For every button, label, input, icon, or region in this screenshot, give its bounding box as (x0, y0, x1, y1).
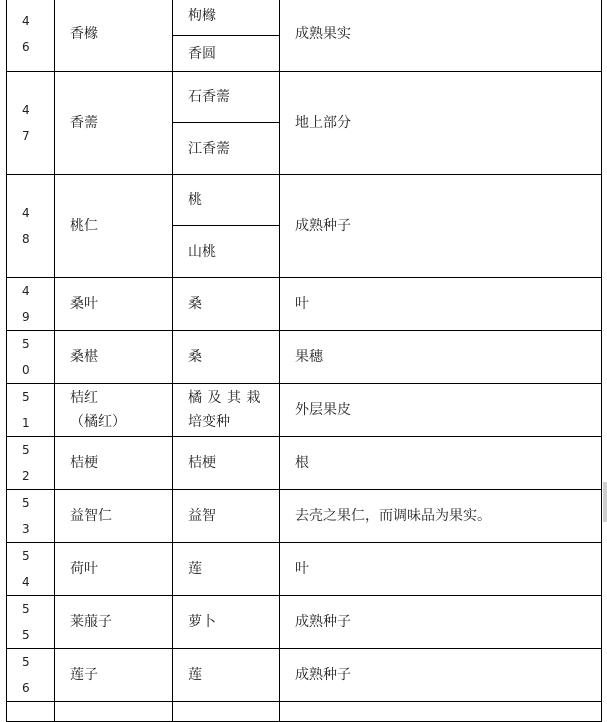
source-plant: 桔梗 (173, 437, 280, 490)
herb-name: 香薷 (55, 72, 173, 175)
row-number: 5 1 (7, 384, 55, 437)
herb-name: 益智仁 (55, 490, 173, 543)
table-row (7, 649, 602, 702)
herb-name (55, 384, 173, 437)
row-number: 4 8 (7, 175, 55, 278)
table-row (7, 331, 602, 384)
row-number: 4 6 (7, 0, 55, 72)
herb-name-alias: （橘红） (70, 414, 126, 430)
table-row (7, 175, 602, 226)
table-row (7, 596, 602, 649)
source-plant (173, 702, 280, 722)
scroll-edge-marker (603, 482, 607, 522)
row-number: 5 6 (7, 649, 55, 702)
source-plant: 枸橼 (173, 0, 280, 36)
herb-name: 莲子 (55, 649, 173, 702)
source-plant: 香圆 (173, 36, 280, 72)
medicinal-part: 叶 (280, 278, 602, 331)
table-row (7, 0, 602, 36)
row-number: 4 7 (7, 72, 55, 175)
table-row (7, 278, 602, 331)
table-row (7, 490, 602, 543)
table-row (7, 72, 602, 123)
row-number: 5 4 (7, 543, 55, 596)
medicinal-part (280, 702, 602, 722)
herb-name: 莱菔子 (55, 596, 173, 649)
row-number (7, 702, 55, 722)
source-plant: 莲 (173, 543, 280, 596)
herb-table (6, 0, 602, 722)
medicinal-part: 叶 (280, 543, 602, 596)
source-plant: 莲 (173, 649, 280, 702)
row-number: 5 3 (7, 490, 55, 543)
source-plant-line: 橘及其栽 (188, 390, 266, 406)
source-plant (173, 384, 280, 437)
medicinal-part: 成熟果实 (280, 0, 602, 72)
herb-name: 香橼 (55, 0, 173, 72)
table-row (7, 437, 602, 490)
medicinal-part: 成熟种子 (280, 649, 602, 702)
row-number: 4 9 (7, 278, 55, 331)
source-plant: 桑 (173, 331, 280, 384)
source-plant-line: 培变种 (188, 414, 230, 430)
source-plant: 桃 (173, 175, 280, 226)
medicinal-part: 去壳之果仁，而调味品为果实。 (280, 490, 602, 543)
herb-name: 桔梗 (55, 437, 173, 490)
source-plant: 石香薷 (173, 72, 280, 123)
herb-name (55, 702, 173, 722)
herb-name: 荷叶 (55, 543, 173, 596)
herb-name: 桑叶 (55, 278, 173, 331)
table-row (7, 384, 602, 437)
medicinal-part: 果穗 (280, 331, 602, 384)
table-row (7, 543, 602, 596)
herb-name: 桃仁 (55, 175, 173, 278)
source-plant: 益智 (173, 490, 280, 543)
herb-name: 桑椹 (55, 331, 173, 384)
source-plant: 江香薷 (173, 123, 280, 175)
row-number: 5 0 (7, 331, 55, 384)
medicinal-part: 外层果皮 (280, 384, 602, 437)
medicinal-part: 成熟种子 (280, 175, 602, 278)
row-number: 5 5 (7, 596, 55, 649)
herb-name-line: 桔红 (70, 390, 98, 406)
table-row (7, 702, 602, 722)
medicinal-part: 地上部分 (280, 72, 602, 175)
source-plant: 山桃 (173, 226, 280, 278)
medicinal-part: 根 (280, 437, 602, 490)
medicinal-part: 成熟种子 (280, 596, 602, 649)
row-number: 5 2 (7, 437, 55, 490)
source-plant: 桑 (173, 278, 280, 331)
source-plant: 萝卜 (173, 596, 280, 649)
